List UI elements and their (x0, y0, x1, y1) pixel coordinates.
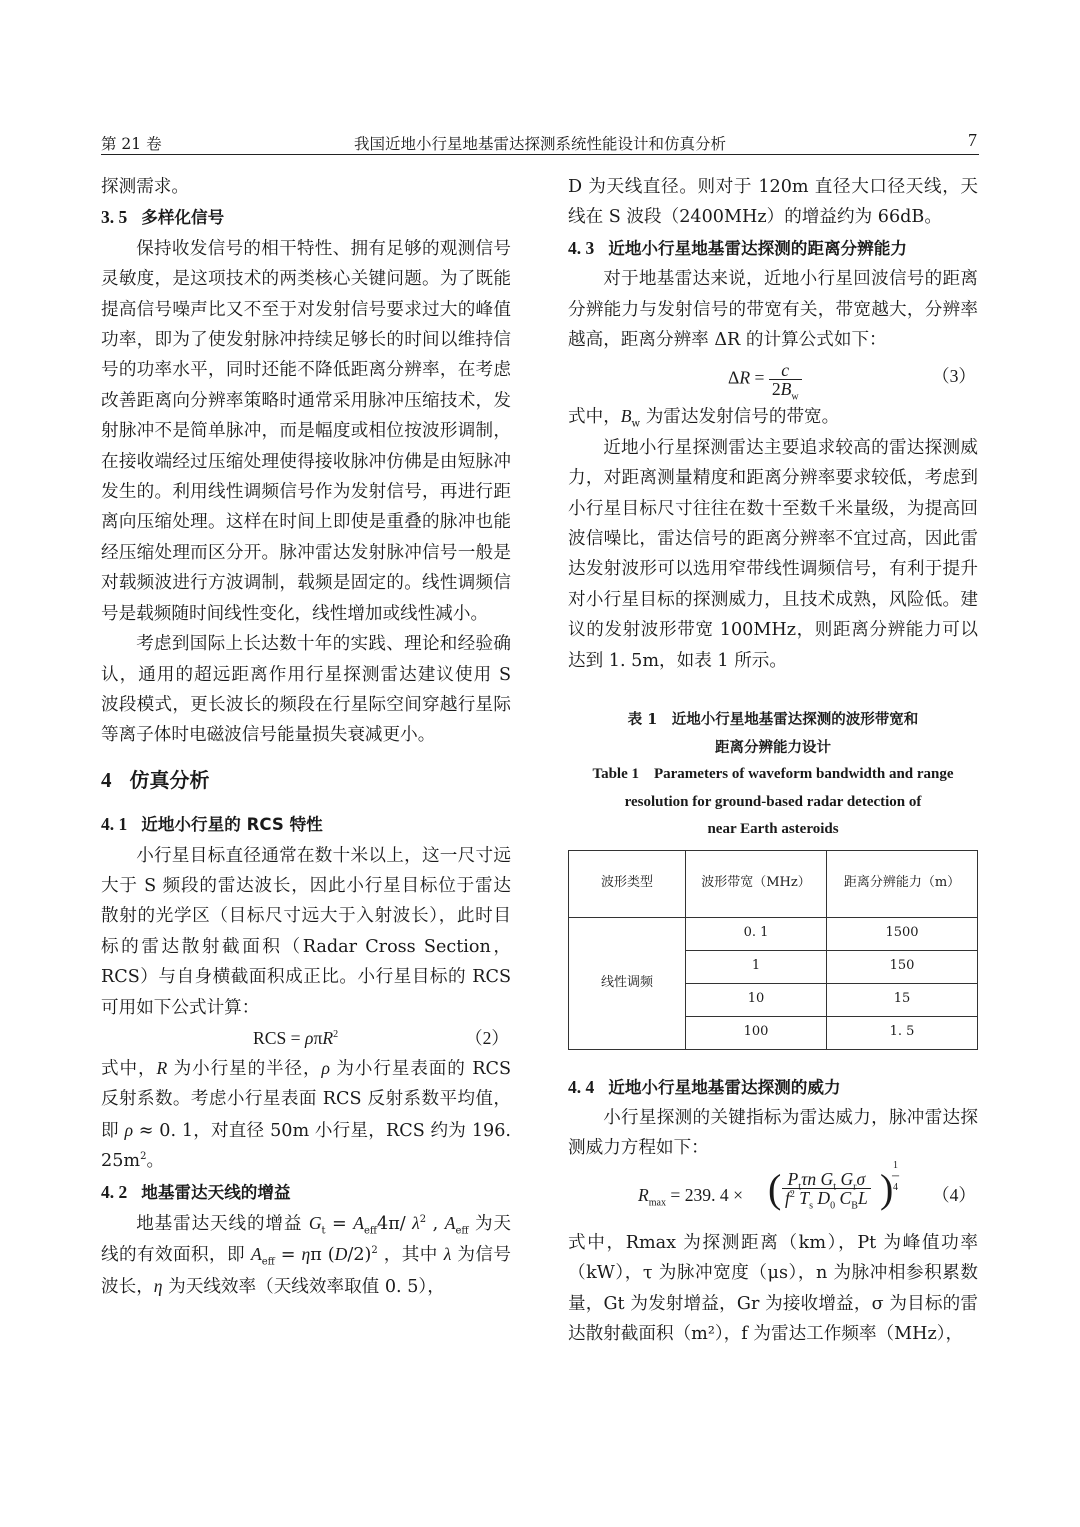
table-cell: 1500 (827, 917, 978, 950)
page-number: 7 (968, 130, 977, 150)
paragraph: 近地小行星探测雷达主要追求较高的雷达探测威力，对距离测量精度和距离分辨率要求较低，考虑到小行星目标尺寸往往在数十至数千米量级，为提高回波信噪比，雷达信号的距离分辨率不宜过高，因此雷达发射波形可以选用窄带线性调频信号，有利于提升对小行星目标的探测威力，且技术成熟，风险低。建议的发射波形带宽 100MHz，则距离分辨能力可以达到 1. 5m，如表 1 所示。 (568, 437, 978, 671)
paragraph: 考虑到国际上长达数十年的实践、理论和经验确认，通用的超远距离作用行星探测雷达建议使用 S 波段模式，更长波长的频段在行星际空间穿越行星际等离子体时电磁波信号能量损失衰减更小。 (101, 634, 511, 746)
table-caption-en: Table 1 Parameters of waveform bandwidth and range (592, 766, 954, 783)
table-caption-en: near Earth asteroids (707, 821, 839, 838)
equation-number: （4） (932, 1184, 976, 1205)
section-heading-4-1: 4. 1 近地小行星的 RCS 特性 (101, 814, 323, 835)
paragraph: 地基雷达天线的增益 $G_t = A_{eff}4\pi/$ $\lambda^2$ , $A_{eff}$ 为天线的有效面积，即 $A_{eff} = \eta\pi$ $(D/2)^2$ ，其中 λ 为信号波长，η 为天线效率（天线效率取值 0. 5）， (101, 1213, 511, 1297)
paragraph: D 为天线直径。则对于 120m 直径大口径天线，天线在 S 波段（2400MHz）的增益约为 66dB。 (568, 177, 978, 228)
table-cell: 1 (686, 950, 827, 983)
table-cell: 10 (686, 983, 827, 1016)
equation-4: $R_{max} = 239$. 4 × ( $P_t\tau n$ $G_t$ $G_r\sigma$ $f^2$ $T_s$ $D_0$ $C_BL$ ) 1 ─ 4 （4） (638, 1159, 976, 1212)
section-heading-4-2: 4. 2 地基雷达天线的增益 (101, 1181, 291, 1202)
equation-2: RCS = ρπR$^2$ （2） (101, 1023, 511, 1053)
table-header-cell: 距离分辨能力（m） (827, 850, 978, 917)
paragraph: 式中，R 为小行星的半径，ρ 为小行星表面的 RCS 反射系数。考虑小行星表面 RCS 反射系数平均值，即 ρ ≈ 0. 1，对直径 50m 小行星，RCS 约为 196. $25m^2$。 (101, 1057, 512, 1172)
table-cell: 150 (827, 950, 978, 983)
bandwidth-resolution-table (568, 850, 978, 1050)
volume-label: 第 21 卷 (101, 135, 162, 153)
equation-3: ΔR = $\frac{c}{2B_w}$ （3） (728, 360, 976, 403)
paragraph: 式中，Rmax 为探测距离（km），Pt 为峰值功率（kW），τ 为脉冲宽度（μs），n 为脉冲相参积累数量，Gt 为发射增益，Gr 为接收增益，σ 为目标的雷达散射截面积（m²），f 为雷达工作频率（MHz）， (568, 1232, 978, 1345)
table-cell: 15 (827, 983, 978, 1016)
table-cell: 线性调频 (569, 917, 686, 1049)
table-caption-en: resolution for ground-based radar detection of (624, 793, 922, 810)
paragraph: 小行星目标直径通常在数十米以上，这一尺寸远大于 S 频段的雷达波长，因此小行星目标位于雷达散射的光学区（目标尺寸远大于入射波长），此时目标的雷达散射截面积（Radar Cross Section，RCS）与自身横截面积成正比。小行星目标的 RCS 可用如下公式计算： (101, 845, 511, 1018)
table-caption-cn: 距离分辨能力设计 (715, 738, 831, 756)
right-column (568, 172, 978, 1349)
table-cell: 100 (686, 1016, 827, 1049)
table-caption-cn: 表 1 近地小行星地基雷达探测的波形带宽和 (627, 711, 919, 729)
table-header-cell: 波形带宽（MHz） (686, 850, 827, 917)
paragraph: 对于地基雷达来说，近地小行星回波信号的距离分辨能力与发射信号的带宽有关，带宽越大，分辨率越高，距离分辨率 ΔR 的计算公式如下： (568, 269, 978, 351)
section-heading-4: 4 仿真分析 (101, 767, 210, 792)
table-header-row (569, 850, 978, 917)
equation-number: （2） (465, 1027, 509, 1048)
left-column (101, 172, 511, 1302)
table-row (569, 917, 978, 950)
section-heading-3-5: 3. 5 多样化信号 (101, 207, 225, 228)
table-cell: 0. 1 (686, 917, 827, 950)
paragraph: 式中，$B_w$ 为雷达发射信号的带宽。 (568, 406, 840, 430)
table-cell: 1. 5 (827, 1016, 978, 1049)
journal-article-title: 我国近地小行星地基雷达探测系统性能设计和仿真分析 (353, 135, 726, 153)
section-heading-4-4: 4. 4 近地小行星地基雷达探测的威力 (568, 1076, 841, 1097)
paragraph: 小行星探测的关键指标为雷达威力，脉冲雷达探测威力方程如下： (568, 1108, 978, 1159)
paragraph: 保持收发信号的相干特性、拥有足够的观测信号灵敏度，是这项技术的两类核心关键问题。为了既能提高信号噪声比又不至于对发射信号要求过大的峰值功率，即为了使发射脉冲持续足够长的时间以维持信号的功率水平，同时还能不降低距离分辨率，在考虑改善距离向分辨率策略时通常采用脉冲压缩技术，发射脉冲不是简单脉冲，而是幅度或相位按波形调制，在接收端经过压缩处理使得接收脉冲仿佛是由短脉冲发生的。利用线性调频信号作为发射信号，再进行距离向压缩处理。这样在时间上即使是重叠的脉冲也能经压缩处理而区分开。脉冲雷达发射脉冲信号一般是对载频波进行方波调制，载频是固定的。线性调频信号是载频随时间线性变化，线性增加或线性减小。 (101, 238, 511, 624)
section-heading-4-3: 4. 3 近地小行星地基雷达探测的距离分辨能力 (568, 237, 907, 258)
equation-number: （3） (932, 366, 976, 387)
paragraph: 探测需求。 (101, 177, 189, 197)
running-header (101, 128, 979, 155)
table-header-cell: 波形类型 (569, 850, 686, 917)
